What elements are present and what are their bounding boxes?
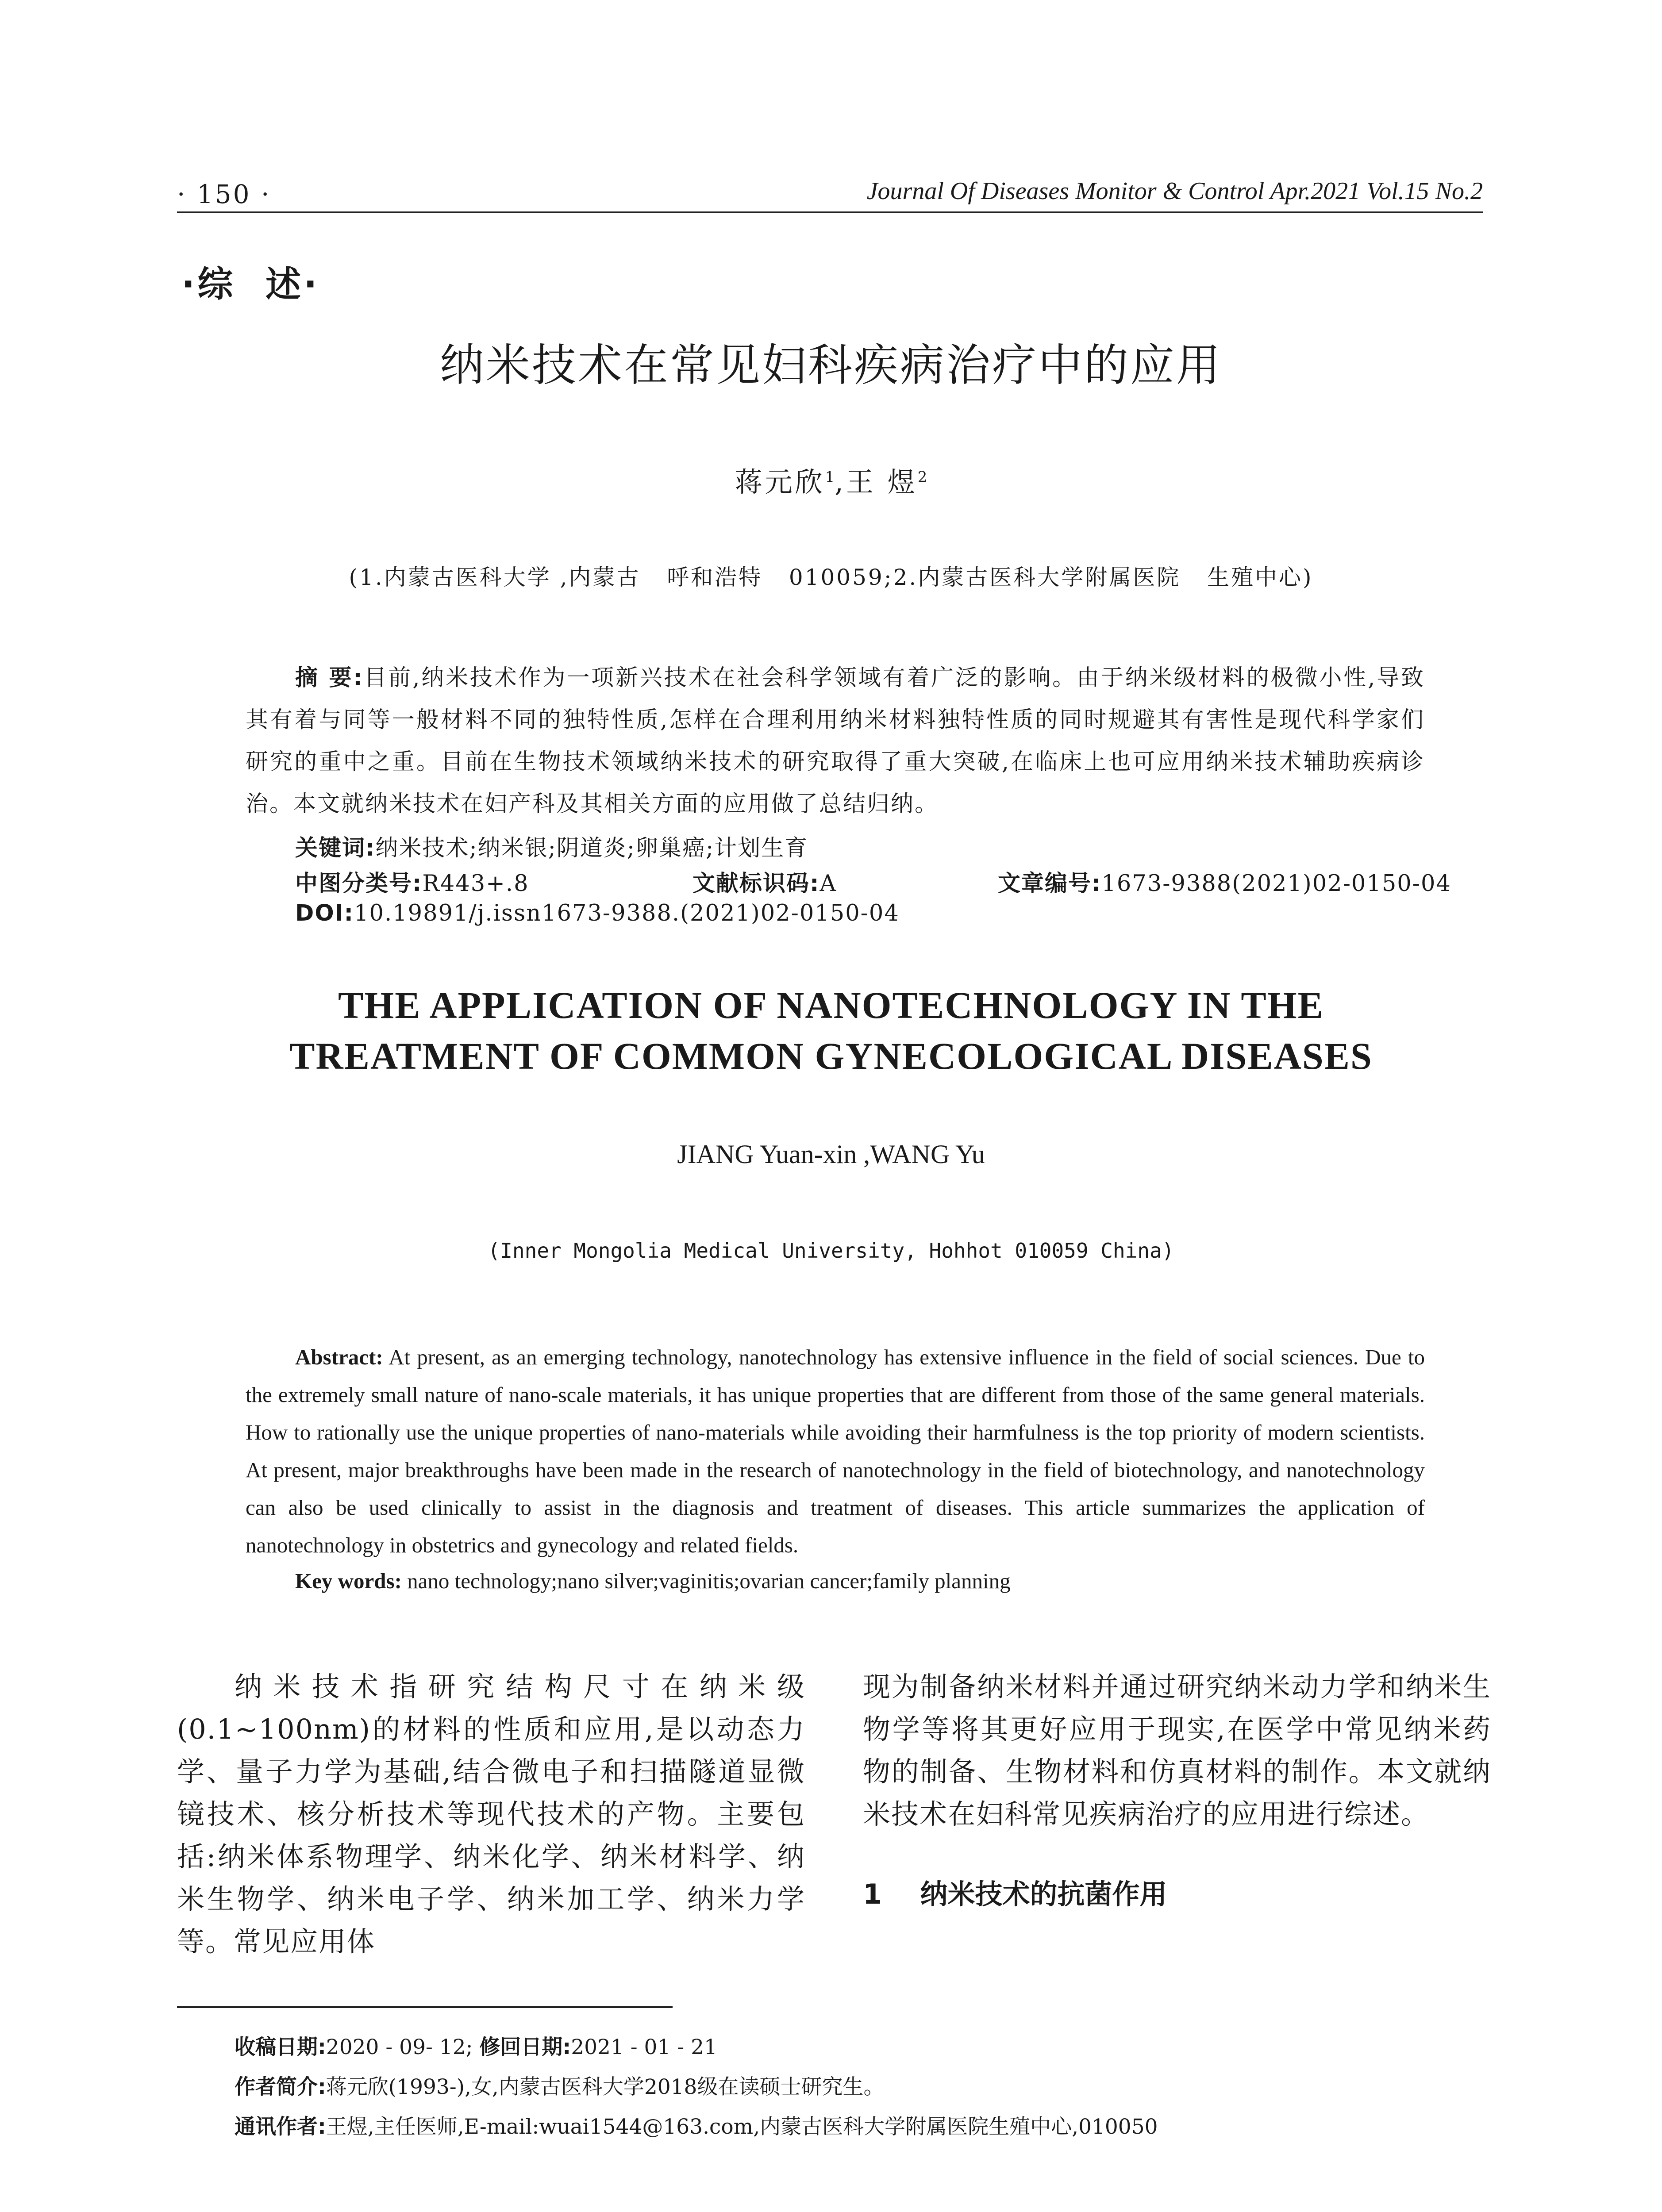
section-1-heading: 1 纳米技术的抗菌作用 [863, 1878, 1167, 1910]
doc-code-label: 文献标识码: [692, 871, 820, 897]
corresponding-text: 王煜,主任医师,E-mail:wuai1544@163.com,内蒙古医科大学附属医院生殖中心,010050 [326, 2115, 1158, 2139]
footnote-dates [235, 2031, 717, 2060]
journal-header: Journal Of Diseases Monitor & Control Apr.2021 Vol.15 No.2 [866, 177, 1483, 205]
english-affiliation: (Inner Mongolia Medical University, Hohhot 010059 China) [488, 1239, 1174, 1263]
english-keywords-text: nano technology;nano silver;vaginitis;ovarian cancer;family planning [407, 1569, 1011, 1593]
page-number: · 150 · [177, 179, 271, 209]
corresponding-label: 通讯作者: [235, 2115, 326, 2139]
section-tag: ·综 述· [181, 264, 320, 305]
doi-row [295, 900, 900, 926]
body-right-column: 现为制备纳米材料并通过研究纳米动力学和纳米生物学等将其更好应用于现实,在医学中常见纳米药物的制备、生物材料和仿真材料的制作。本文就纳米技术在妇科常见疾病治疗的应用进行综述。 [863, 1671, 1491, 1830]
header-rule [177, 211, 1483, 213]
footnote-author-bio [235, 2070, 884, 2100]
footnote-corresponding [235, 2110, 1158, 2140]
article-number-label: 文章编号: [998, 871, 1102, 897]
english-title-line-1: THE APPLICATION OF NANOTECHNOLOGY IN THE [338, 984, 1324, 1026]
chinese-abstract-text: 目前,纳米技术作为一项新兴技术在社会科学领域有着广泛的影响。由于纳米级材料的极微小性,导致其有着与同等一般材料不同的独特性质,怎样在合理利用纳米材料独特性质的同时规避其有害性是现代科学家们研究的重中之重。目前在生物技术领域纳米技术的研究取得了重大突破,在临床上也可应用纳米技术辅助疾病诊治。本文就纳米技术在妇产科及其相关方面的应用做了总结归纳。 [246, 665, 1425, 817]
author-2: ,王 煜 [835, 466, 918, 498]
english-authors: JIANG Yuan-xin ,WANG Yu [677, 1140, 985, 1169]
english-keywords [295, 1568, 1011, 1594]
chinese-authors [0, 460, 1662, 499]
author-bio-text: 蒋元欣(1993-),女,内蒙古医科大学2018级在读硕士研究生。 [326, 2075, 885, 2099]
english-abstract [246, 1338, 1425, 1564]
clc-label: 中图分类号: [295, 871, 423, 897]
classification-row [295, 865, 529, 898]
doc-code-row [692, 865, 837, 898]
doi-value: 10.19891/j.issn1673-9388.(2021)02-0150-04 [354, 900, 900, 926]
chinese-keywords-label: 关键词: [295, 835, 376, 861]
chinese-affiliation: (1.内蒙古医科大学 ,内蒙古 呼和浩特 010059;2.内蒙古医科大学附属医院 生殖中心) [349, 565, 1313, 590]
chinese-keywords-text: 纳米技术;纳米银;阴道炎;卵巢癌;计划生育 [375, 835, 808, 861]
article-number-value: 1673-9388(2021)02-0150-04 [1101, 871, 1451, 897]
doc-code-value: A [819, 871, 837, 897]
english-abstract-text: At present, as an emerging technology, nanotechnology has extensive influence in the field of social sciences. Due to the extremely small nature of nano-scale materials, it has unique properties that are different from those of the same general materials. How to rationally use the unique properties of nano-materials while avoiding their harmfulness is the top priority of modern scientists. At present, major breakthroughs have been made in the research of nanotechnology in the field of biotechnology, and nanotechnology can also be used clinically to assist in the diagnosis and treatment of diseases. This article summarizes the application of nanotechnology in obstetrics and gynecology and related fields. [246, 1345, 1425, 1557]
revised-date: 2021 - 01 - 21 [571, 2035, 717, 2059]
article-number-row [998, 865, 1451, 898]
author-1-affil-mark: 1 [825, 468, 835, 486]
footnote-rule [177, 2006, 673, 2008]
author-bio-label: 作者简介: [235, 2075, 326, 2099]
chinese-abstract-label: 摘 要: [295, 665, 364, 691]
author-2-affil-mark: 2 [917, 468, 927, 486]
english-title-line-2: TREATMENT OF COMMON GYNECOLOGICAL DISEASES [289, 1035, 1373, 1077]
author-1: 蒋元欣 [735, 466, 825, 498]
english-abstract-label: Abstract: [295, 1345, 383, 1369]
english-keywords-label: Key words: [295, 1569, 402, 1593]
english-title [0, 980, 1662, 1082]
chinese-abstract [246, 657, 1425, 825]
received-label: 收稿日期: [235, 2035, 326, 2059]
body-left-column: 纳米技术指研究结构尺寸在纳米级(0.1~100nm)的材料的性质和应用,是以动态力学、量子力学为基础,结合微电子和扫描隧道显微镜技术、核分析技术等现代技术的产物。主要包括:纳米体系物理学、纳米化学、纳米材料学、纳米生物学、纳米电子学、纳米加工学、纳米力学等。常见应用体 [177, 1671, 805, 1958]
revised-label: 修回日期: [479, 2035, 571, 2059]
chinese-title: 纳米技术在常见妇科疾病治疗中的应用 [440, 339, 1222, 391]
received-date: 2020 - 09- 12; [326, 2035, 473, 2059]
clc-value: R443+.8 [422, 871, 529, 897]
doi-label: DOI: [295, 900, 354, 926]
chinese-keywords [295, 830, 808, 862]
